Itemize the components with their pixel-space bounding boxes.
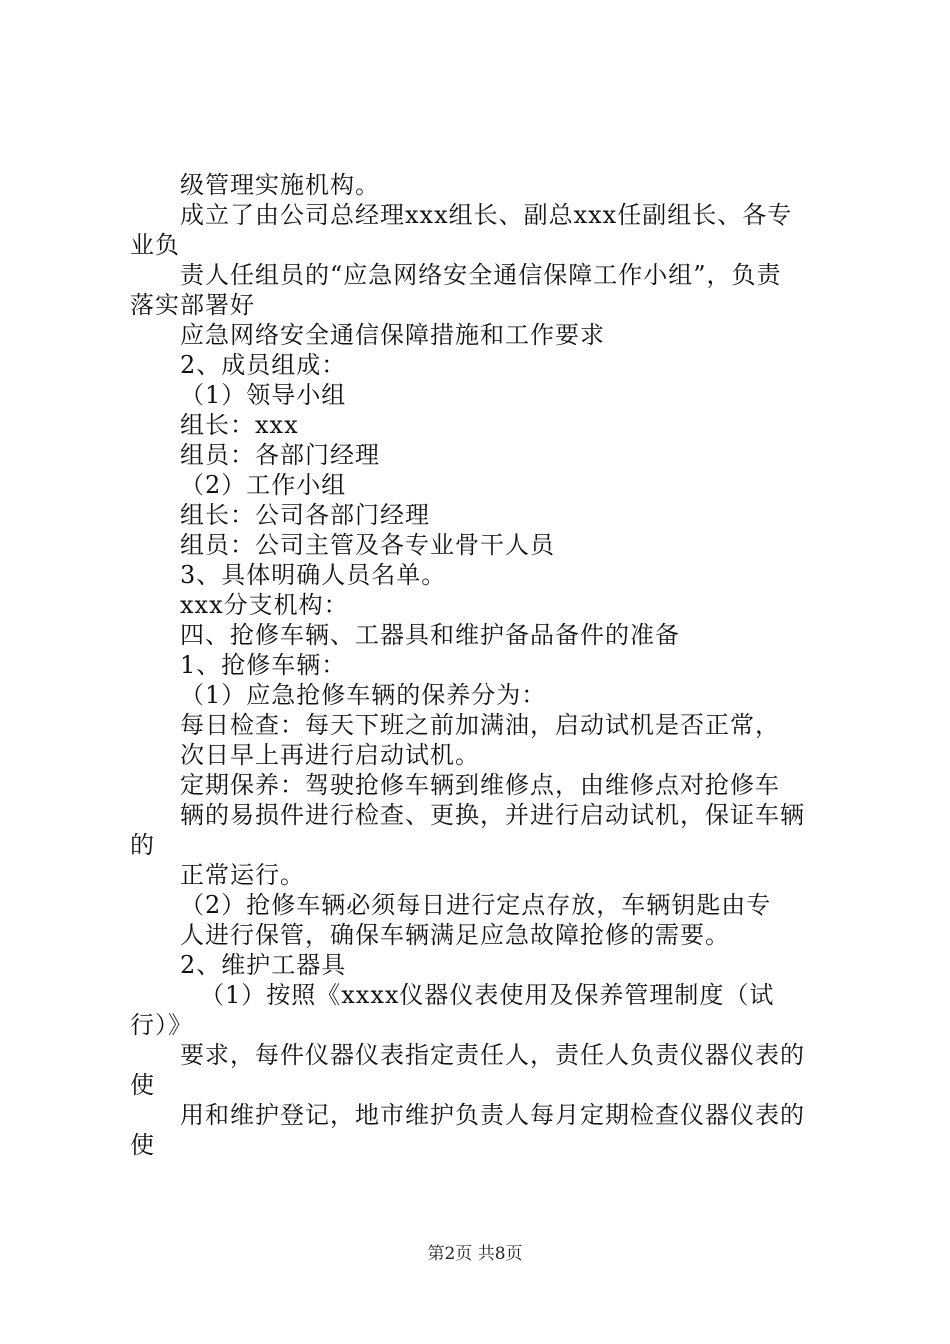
text-line: 每日检查：每天下班之前加满油，启动试机是否正常，: [180, 711, 780, 739]
text-line: 成立了由公司总经理xxx组长、副总xxx任副组长、各专: [180, 201, 793, 229]
text-line: 要求，每件仪器仪表指定责任人，责任人负责仪器仪表的: [180, 1041, 805, 1069]
text-line: （2）抢修车辆必须每日进行定点存放，车辆钥匙由专: [180, 891, 772, 919]
text-line: 组长：xxx: [180, 411, 299, 439]
text-line: （2）工作小组: [180, 471, 347, 499]
text-line: 人进行保管，确保车辆满足应急故障抢修的需要。: [180, 921, 730, 949]
text-line: 的: [130, 831, 155, 859]
text-line: 次日早上再进行启动试机。: [180, 741, 480, 769]
document-body: [130, 170, 830, 1160]
text-line: 正常运行。: [180, 861, 305, 889]
text-line: 辆的易损件进行检查、更换，并进行启动试机，保证车辆: [180, 801, 805, 829]
text-line: 用和维护登记，地市维护负责人每月定期检查仪器仪表的: [180, 1101, 805, 1129]
text-line: 组员：各部门经理: [180, 441, 380, 469]
text-line: 使: [130, 1071, 155, 1099]
text-line: 2、维护工器具: [180, 951, 347, 979]
text-line: xxx分支机构：: [180, 591, 349, 619]
text-line: 四、抢修车辆、工器具和维护备品备件的准备: [180, 621, 680, 649]
text-line: 应急网络安全通信保障措施和工作要求: [180, 321, 605, 349]
text-line: 1、抢修车辆：: [180, 651, 347, 679]
text-line: 3、具体明确人员名单。: [180, 561, 447, 589]
text-line: 组员：公司主管及各专业骨干人员: [180, 531, 555, 559]
text-line: 落实部署好: [130, 291, 255, 319]
text-line: （1）按照《xxxx仪器仪表使用及保养管理制度（试: [200, 981, 775, 1009]
text-line: （1）领导小组: [180, 381, 347, 409]
text-line: 使: [130, 1131, 155, 1159]
text-line: 组长：公司各部门经理: [180, 501, 430, 529]
text-line: （1）应急抢修车辆的保养分为：: [180, 681, 547, 709]
page-number-footer: 第2页 共8页: [427, 1244, 523, 1264]
text-line: 业负: [130, 231, 180, 259]
text-line: 2、成员组成：: [180, 351, 347, 379]
text-line: 定期保养：驾驶抢修车辆到维修点，由维修点对抢修车: [180, 771, 780, 799]
text-line: 行）》: [130, 1011, 193, 1039]
text-line: 级管理实施机构。: [180, 171, 380, 199]
text-line: 责人任组员的“应急网络安全通信保障工作小组”，负责: [180, 261, 782, 289]
